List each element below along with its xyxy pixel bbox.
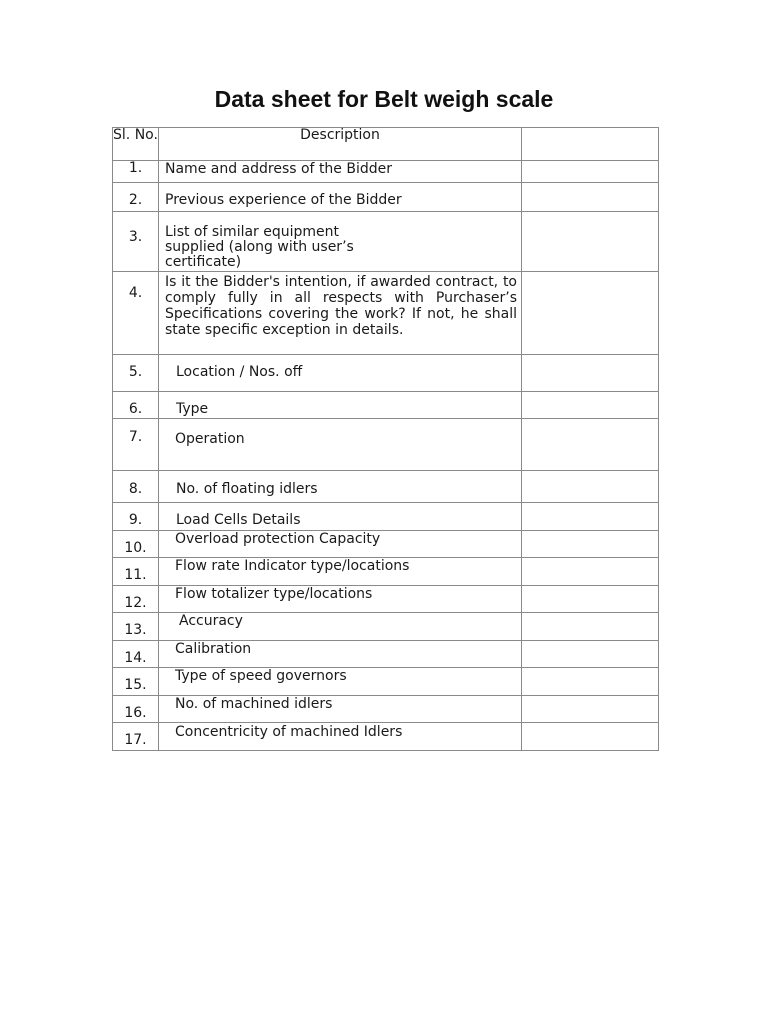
- table-row: [113, 183, 659, 212]
- row-number: 8.: [113, 471, 159, 503]
- value-cell[interactable]: [522, 531, 659, 558]
- table-header-row: [113, 128, 659, 161]
- value-cell[interactable]: [522, 613, 659, 641]
- table-row: [113, 419, 659, 471]
- row-number: 5.: [113, 355, 159, 392]
- value-cell[interactable]: [522, 212, 659, 272]
- value-cell[interactable]: [522, 471, 659, 503]
- row-description: No. of floating idlers: [176, 481, 318, 497]
- row-description: No. of machined idlers: [175, 696, 333, 712]
- row-number: 9.: [113, 503, 159, 531]
- value-cell[interactable]: [522, 641, 659, 668]
- value-cell[interactable]: [522, 183, 659, 212]
- table-row: [113, 272, 659, 355]
- table-row: [113, 161, 659, 183]
- row-number: 10.: [113, 531, 159, 558]
- column-header-value: [522, 128, 659, 161]
- value-cell[interactable]: [522, 503, 659, 531]
- row-description: Previous experience of the Bidder: [165, 192, 402, 208]
- value-cell[interactable]: [522, 419, 659, 471]
- row-description: Location / Nos. off: [176, 364, 303, 380]
- row-description: Type: [176, 401, 209, 417]
- row-description: Load Cells Details: [176, 512, 301, 528]
- row-description: Flow rate Indicator type/locations: [175, 558, 410, 574]
- row-number: 3.: [113, 212, 159, 272]
- row-number: 7.: [113, 419, 159, 471]
- table-row: [113, 586, 659, 613]
- column-header-description: Description: [159, 128, 522, 161]
- data-sheet-table: [112, 127, 659, 751]
- value-cell[interactable]: [522, 696, 659, 723]
- row-description: Name and address of the Bidder: [165, 161, 393, 177]
- value-cell[interactable]: [522, 355, 659, 392]
- row-number: 12.: [113, 586, 159, 613]
- row-description: Is it the Bidder's intention, if awarded contract, to comply fully in all respects with Purchaser’s Specifications covering the work? If not, he shall state specific exception in details.: [165, 274, 517, 338]
- table-row: [113, 558, 659, 586]
- row-description: List of similar equipment supplied (along with user’s certificate): [165, 224, 354, 270]
- value-cell[interactable]: [522, 668, 659, 696]
- value-cell[interactable]: [522, 558, 659, 586]
- row-description: Concentricity of machined Idlers: [175, 724, 403, 740]
- value-cell[interactable]: [522, 161, 659, 183]
- row-number: 14.: [113, 641, 159, 668]
- row-description: Flow totalizer type/locations: [175, 586, 373, 602]
- row-number: 6.: [113, 392, 159, 419]
- table-row: [113, 723, 659, 751]
- table-row: [113, 696, 659, 723]
- table-row: [113, 668, 659, 696]
- row-description: Type of speed governors: [175, 668, 347, 684]
- table-row: [113, 613, 659, 641]
- row-description: Calibration: [175, 641, 252, 657]
- row-number: 17.: [113, 723, 159, 751]
- row-description: Accuracy: [179, 613, 243, 629]
- row-number: 1.: [113, 161, 159, 183]
- table-row: [113, 355, 659, 392]
- row-number: 2.: [113, 183, 159, 212]
- row-description: Operation: [175, 431, 245, 447]
- row-number: 11.: [113, 558, 159, 586]
- table-row: [113, 503, 659, 531]
- page-title: Data sheet for Belt weigh scale: [214, 86, 554, 112]
- row-description: Overload protection Capacity: [175, 531, 381, 547]
- table-row: [113, 392, 659, 419]
- value-cell[interactable]: [522, 723, 659, 751]
- column-header-sl-no: Sl. No.: [113, 128, 159, 161]
- table-row: [113, 641, 659, 668]
- row-number: 16.: [113, 696, 159, 723]
- table-row: [113, 212, 659, 272]
- value-cell[interactable]: [522, 392, 659, 419]
- row-number: 13.: [113, 613, 159, 641]
- value-cell[interactable]: [522, 272, 659, 355]
- table-row: [113, 531, 659, 558]
- table-row: [113, 471, 659, 503]
- row-number: 15.: [113, 668, 159, 696]
- value-cell[interactable]: [522, 586, 659, 613]
- row-number: 4.: [113, 272, 159, 355]
